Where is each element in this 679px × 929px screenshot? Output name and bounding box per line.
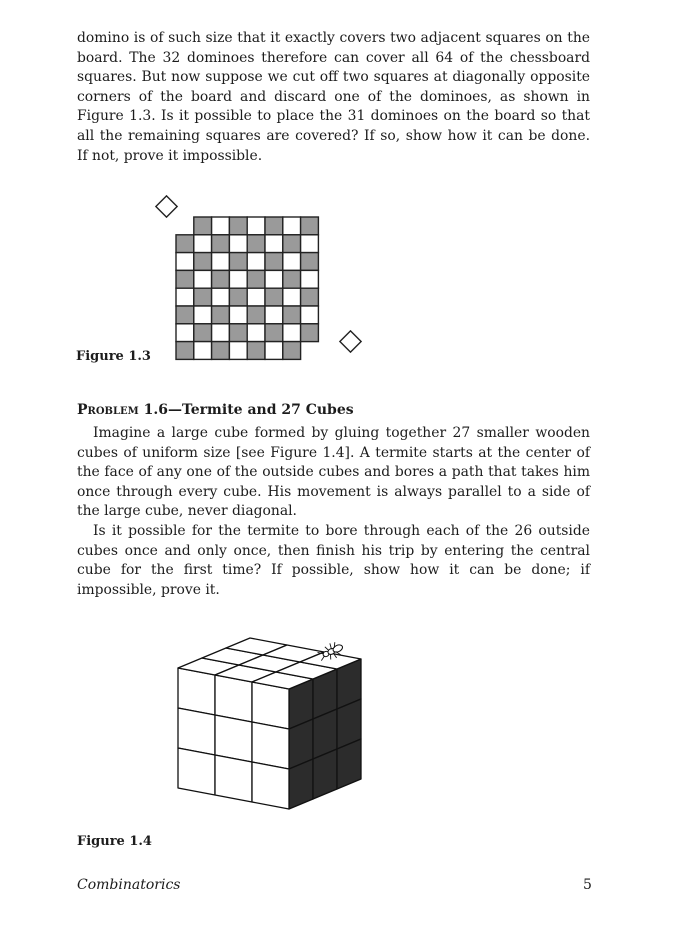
board-square — [265, 253, 283, 271]
board-square — [212, 270, 230, 288]
board-square — [301, 217, 319, 235]
board-square — [212, 306, 230, 324]
board-square — [265, 306, 283, 324]
board-square — [194, 342, 212, 360]
board-square — [194, 324, 212, 342]
board-square — [229, 253, 247, 271]
board-square — [229, 306, 247, 324]
board-square — [283, 235, 301, 253]
board-square — [265, 342, 283, 360]
board-square — [265, 235, 283, 253]
problem-heading — [77, 402, 354, 418]
board-square — [212, 342, 230, 360]
figure-1-4-cube — [170, 630, 385, 845]
board-square — [212, 235, 230, 253]
intro-paragraph: domino is of such size that it exactly covers two adjacent squares on the board. The 32 dominoes therefore can cover all 64 of the chessboard squares. But now suppose we cut off two squares at diagonally opposite corners of the board and discard one of the dominoes, as shown in Figure 1.3. Is it possible to place the 31 dominoes on the board so that all the remaining squares are covered? If so, show how it can be done. If not, prove it impossible. — [77, 30, 590, 164]
board-square — [229, 270, 247, 288]
board-square — [212, 288, 230, 306]
removed-square-top-left — [156, 196, 177, 217]
cube-front-cell — [215, 675, 252, 722]
board-square — [194, 288, 212, 306]
board-square — [212, 217, 230, 235]
board-square — [194, 217, 212, 235]
board-square — [301, 270, 319, 288]
board-square — [283, 342, 301, 360]
board-square — [301, 253, 319, 271]
board-square — [247, 235, 265, 253]
board-square — [229, 342, 247, 360]
board-square — [212, 253, 230, 271]
board-square — [283, 288, 301, 306]
board-square — [247, 342, 265, 360]
figure-1-3-caption: Figure 1.3 — [76, 349, 151, 364]
problem-title: 1.6—Termite and 27 Cubes — [143, 402, 354, 418]
board-square — [247, 217, 265, 235]
board-square — [194, 270, 212, 288]
board-square — [265, 270, 283, 288]
cube-front-cell — [215, 715, 252, 762]
board-square — [265, 288, 283, 306]
problem-label: Problem — [77, 402, 139, 418]
cube-front-cell — [252, 682, 289, 729]
board-square — [247, 324, 265, 342]
cube-front-cell — [178, 708, 215, 755]
board-square — [301, 288, 319, 306]
board-square — [283, 324, 301, 342]
board-square — [283, 270, 301, 288]
figure-1-4-caption: Figure 1.4 — [77, 834, 152, 849]
footer-section-title: Combinatorics — [77, 877, 181, 893]
board-square — [283, 306, 301, 324]
board-square — [176, 324, 194, 342]
board-square — [247, 253, 265, 271]
board-square — [229, 217, 247, 235]
board-square — [301, 306, 319, 324]
board-square — [265, 217, 283, 235]
cube-front-cell — [178, 748, 215, 795]
board-square — [176, 306, 194, 324]
problem-paragraph-1: Imagine a large cube formed by gluing together 27 smaller wooden cubes of uniform size [see Figure 1.4]. A termite starts at the center of the face of any one of the outside cubes and bores a path that takes him once through every cube. His movement is always parallel to a side of the large cube, never diagonal. — [77, 425, 590, 520]
problem-paragraph-2: Is it possible for the termite to bore through each of the 26 outside cubes once and only once, then finish his trip by entering the central cube for the first time? If possible, show how it can be done; if impossible, prove it. — [77, 523, 590, 598]
figure-1-3-chessboard — [150, 188, 370, 363]
board-square — [229, 324, 247, 342]
board-square — [176, 253, 194, 271]
cube-front-cell — [252, 762, 289, 809]
board-square — [229, 288, 247, 306]
board-square — [176, 235, 194, 253]
board-square — [265, 324, 283, 342]
board-square — [212, 324, 230, 342]
board-square — [247, 270, 265, 288]
board-square — [247, 288, 265, 306]
cube-front-cell — [178, 668, 215, 715]
cube-front-cell — [215, 755, 252, 802]
board-square — [176, 342, 194, 360]
board-square — [194, 253, 212, 271]
cube-front-cell — [252, 722, 289, 769]
removed-square-bottom-right — [340, 331, 361, 352]
board-square — [247, 306, 265, 324]
board-square — [194, 235, 212, 253]
board-square — [283, 217, 301, 235]
board-square — [301, 235, 319, 253]
board-square — [301, 324, 319, 342]
board-square — [283, 253, 301, 271]
board-square — [229, 235, 247, 253]
board-square — [176, 270, 194, 288]
footer-page-number: 5 — [583, 877, 592, 893]
board-square — [176, 288, 194, 306]
board-square — [194, 306, 212, 324]
